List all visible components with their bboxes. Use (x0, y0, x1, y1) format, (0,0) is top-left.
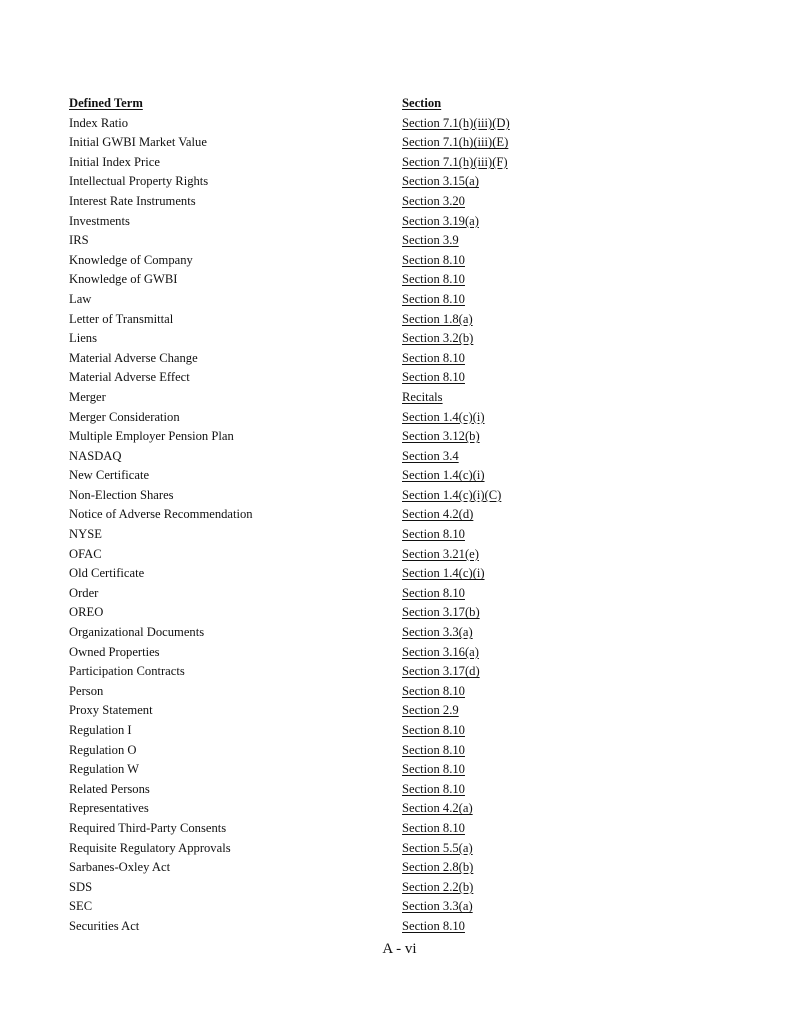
table-row (69, 231, 749, 251)
defined-term: Non-Election Shares (69, 487, 174, 502)
defined-term: Letter of Transmittal (69, 311, 174, 326)
defined-term: Law (69, 291, 92, 306)
section-reference: Section 3.3(a) (402, 899, 473, 914)
defined-term: Order (69, 585, 99, 600)
defined-term: Index Ratio (69, 115, 129, 130)
defined-term: Material Adverse Change (69, 350, 198, 365)
section-reference: Section 2.2(b) (402, 879, 474, 894)
defined-term: Related Persons (69, 781, 150, 796)
table-row (69, 623, 749, 643)
defined-term: New Certificate (69, 468, 150, 483)
section-reference: Section 1.4(c)(i) (402, 409, 485, 424)
section-reference: Section 3.15(a) (402, 174, 479, 189)
table-row (69, 878, 749, 898)
section-reference: Section 8.10 (402, 781, 465, 796)
defined-term: Securities Act (69, 918, 140, 933)
table-row (69, 447, 749, 467)
defined-term: Multiple Employer Pension Plan (69, 429, 234, 444)
table-row (69, 682, 749, 702)
table-row (69, 839, 749, 859)
section-reference: Section 8.10 (402, 723, 465, 737)
table-row (69, 310, 749, 330)
table-body (69, 114, 749, 937)
defined-term: NYSE (69, 527, 102, 542)
table-row (69, 388, 749, 408)
defined-term: Participation Contracts (69, 664, 185, 679)
table-row (69, 584, 749, 604)
section-reference: Section 7.1(h)(iii)(D) (402, 115, 510, 130)
table-row (69, 270, 749, 290)
section-reference: Section 3.21(e) (402, 546, 479, 561)
defined-term: Liens (69, 331, 97, 346)
defined-term: SDS (69, 879, 93, 894)
section-reference: Section 3.20 (402, 193, 465, 208)
table-row (69, 819, 749, 839)
defined-term: Knowledge of Company (69, 252, 193, 267)
section-reference: Section 8.10 (402, 820, 465, 835)
defined-term: Intellectual Property Rights (69, 174, 209, 189)
table-row (69, 564, 749, 584)
defined-term: Knowledge of GWBI (69, 272, 178, 287)
section-reference: Section 8.10 (402, 762, 465, 777)
section-reference: Section 1.4(c)(i) (402, 566, 485, 581)
section-reference: Section 3.16(a) (402, 644, 479, 659)
section-reference: Section 8.10 (402, 742, 465, 757)
table-row (69, 505, 749, 525)
table-row (69, 662, 749, 682)
defined-term: Initial GWBI Market Value (69, 135, 207, 150)
section-reference: Section 8.10 (402, 291, 465, 306)
table-row (69, 251, 749, 271)
section-reference: Section 3.3(a) (402, 625, 473, 640)
table-row (69, 721, 749, 741)
defined-term: Representatives (69, 801, 149, 816)
section-reference: Section 4.2(d) (402, 507, 474, 522)
table-row (69, 133, 749, 153)
table-row (69, 114, 749, 134)
defined-term: Regulation I (69, 723, 132, 737)
section-reference: Section 3.19(a) (402, 213, 479, 228)
section-reference: Section 1.4(c)(i)(C) (402, 487, 502, 502)
table-row (69, 917, 749, 937)
section-reference: Recitals (402, 389, 443, 404)
defined-term: NASDAQ (69, 448, 122, 463)
defined-term: Regulation O (69, 742, 137, 757)
section-reference: Section 7.1(h)(iii)(E) (402, 135, 509, 150)
defined-term: Organizational Documents (69, 625, 205, 640)
section-reference: Section 1.4(c)(i) (402, 468, 485, 483)
section-reference: Section 1.8(a) (402, 311, 473, 326)
section-reference: Section 3.17(b) (402, 605, 480, 620)
defined-term: OREO (69, 605, 104, 620)
table-row (69, 858, 749, 878)
defined-term: Initial Index Price (69, 154, 160, 169)
table-row (69, 212, 749, 232)
section-reference: Section 4.2(a) (402, 801, 473, 816)
table-row (69, 486, 749, 506)
defined-term: Regulation W (69, 762, 140, 777)
section-reference: Section 3.17(d) (402, 664, 480, 679)
table-row (69, 603, 749, 623)
page-number: A - vi (382, 941, 417, 957)
table-row (69, 192, 749, 212)
defined-term: Investments (69, 213, 130, 228)
table-row (69, 701, 749, 721)
defined-term: OFAC (69, 546, 102, 561)
defined-terms-table (69, 94, 749, 937)
table-row (69, 780, 749, 800)
defined-term: IRS (69, 233, 89, 248)
section-reference: Section 3.4 (402, 448, 459, 463)
table-row (69, 897, 749, 917)
section-reference: Section 2.8(b) (402, 860, 474, 875)
section-header: Section (402, 96, 442, 110)
table-header (69, 94, 749, 114)
defined-term: Material Adverse Effect (69, 370, 190, 385)
section-reference: Section 7.1(h)(iii)(F) (402, 154, 508, 169)
table-row (69, 329, 749, 349)
defined-term: Required Third-Party Consents (69, 820, 227, 835)
defined-term: SEC (69, 899, 93, 914)
section-reference: Section 8.10 (402, 252, 465, 267)
defined-term: Notice of Adverse Recommendation (69, 507, 253, 522)
defined-term: Requisite Regulatory Approvals (69, 840, 231, 855)
section-reference: Section 8.10 (402, 683, 465, 698)
defined-term: Merger (69, 389, 106, 404)
table-row (69, 427, 749, 447)
defined-term: Interest Rate Instruments (69, 193, 196, 208)
defined-term: Proxy Statement (69, 703, 153, 718)
table-row (69, 290, 749, 310)
section-reference: Section 5.5(a) (402, 840, 473, 855)
section-reference: Section 3.12(b) (402, 429, 480, 444)
section-reference: Section 3.9 (402, 233, 459, 248)
table-row (69, 741, 749, 761)
table-row (69, 349, 749, 369)
section-reference: Section 8.10 (402, 370, 465, 385)
table-row (69, 799, 749, 819)
table-row (69, 466, 749, 486)
table-row (69, 760, 749, 780)
defined-term: Merger Consideration (69, 409, 180, 424)
defined-term: Person (69, 683, 104, 698)
defined-term-header: Defined Term (69, 96, 143, 110)
table-row (69, 153, 749, 173)
defined-term: Sarbanes-Oxley Act (69, 860, 171, 875)
section-reference: Section 8.10 (402, 527, 465, 542)
table-row (69, 643, 749, 663)
table-row (69, 172, 749, 192)
table-row (69, 525, 749, 545)
defined-term: Old Certificate (69, 566, 145, 581)
table-row (69, 368, 749, 388)
section-reference: Section 8.10 (402, 585, 465, 600)
section-reference: Section 2.9 (402, 703, 459, 718)
defined-term: Owned Properties (69, 644, 160, 659)
section-reference: Section 8.10 (402, 918, 465, 933)
table-row (69, 545, 749, 565)
section-reference: Section 8.10 (402, 272, 465, 287)
section-reference: Section 3.2(b) (402, 331, 474, 346)
section-reference: Section 8.10 (402, 350, 465, 365)
table-row (69, 408, 749, 428)
